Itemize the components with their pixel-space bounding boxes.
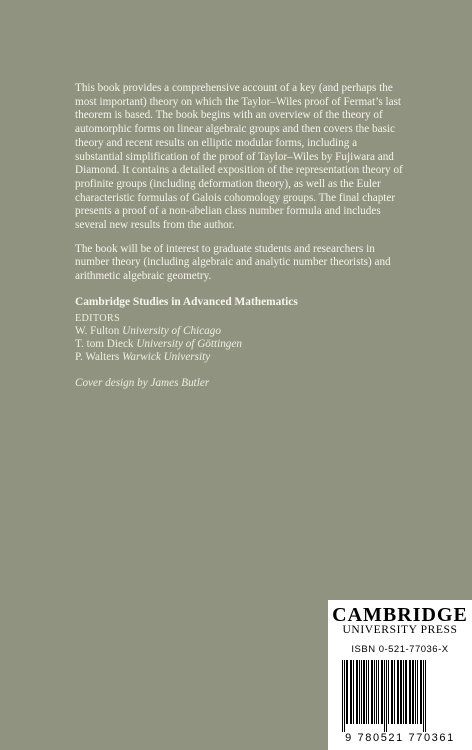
- cover-credit: Cover design by James Butler: [75, 377, 210, 390]
- barcode-bar: [400, 660, 402, 724]
- barcode-bar: [346, 660, 348, 724]
- editor-name: W. Fulton: [75, 324, 120, 337]
- barcode-bar: [386, 660, 387, 732]
- isbn-text: ISBN 0-521-77036-X: [351, 644, 449, 655]
- editors-label: EDITORS: [75, 312, 120, 324]
- barcode-bar: [342, 660, 343, 732]
- publisher-barcode-block: [328, 600, 472, 750]
- barcode-bar: [376, 660, 377, 724]
- barcode-bar: [412, 660, 414, 724]
- editor-affiliation: University of Göttingen: [136, 338, 242, 351]
- barcode-bar: [368, 660, 369, 724]
- barcode-icon: [336, 660, 464, 732]
- barcode-bar: [397, 660, 399, 724]
- ean-number: 9 780521 770361: [345, 732, 455, 744]
- barcode-bar: [353, 660, 354, 724]
- editor-affiliation: University of Chicago: [122, 324, 221, 337]
- back-cover-text: [75, 82, 407, 389]
- blurb-paragraph-2: The book will be of interest to graduate students and researchers in number theory (including algebraic and analytic number theorists) and arithmetic algebraic geometry.: [75, 242, 391, 283]
- barcode-bar: [391, 660, 393, 724]
- barcode-bar: [361, 660, 362, 724]
- barcode-bar: [378, 660, 379, 724]
- editor-line: [75, 338, 407, 351]
- editor-line: [75, 325, 407, 338]
- publisher-press: UNIVERSITY PRESS: [342, 624, 458, 636]
- publisher-name: CAMBRIDGE: [332, 604, 468, 626]
- barcode-bar: [394, 660, 395, 724]
- barcode-bar: [405, 660, 407, 724]
- barcode-bar: [350, 660, 352, 724]
- barcode-bar: [420, 660, 422, 724]
- barcode-bar: [384, 660, 385, 732]
- barcode-bar: [403, 660, 404, 724]
- barcode-bar: [366, 660, 367, 724]
- barcode: [336, 660, 464, 746]
- barcode-bar: [388, 660, 389, 724]
- editor-name: T. tom Dieck: [75, 338, 134, 351]
- barcode-bar: [374, 660, 375, 724]
- barcode-bar: [415, 660, 416, 724]
- barcode-bar: [425, 660, 426, 732]
- barcode-bar: [359, 660, 360, 724]
- barcode-bar: [381, 660, 383, 724]
- barcode-bar: [417, 660, 418, 724]
- barcode-bar: [371, 660, 373, 724]
- barcode-bar: [409, 660, 411, 724]
- barcode-bar: [356, 660, 358, 724]
- barcode-bar: [363, 660, 365, 724]
- editor-line: [75, 351, 407, 364]
- blurb-paragraph-1: This book provides a comprehensive account of a key (and perhaps the most important) theory on which the Taylor–Wiles proof of Fermat’s last theorem is based. The book begins with an overview of the theory of automorphic forms on linear algebraic groups and then covers the basic theory and recent results on elliptic modular forms, including a substantial simplification of the proof of Taylor–Wiles by Fujiwara and Diamond. It contains a detailed exposition of the representation theory of profinite groups (including deformation theory), as well as the Euler characteristic formulas of Galois cohomology groups. The final chapter presents a proof of a non-abelian class number formula and includes several new results from the author.: [75, 82, 403, 232]
- editor-name: P. Walters: [75, 351, 120, 364]
- editor-affiliation: Warwick University: [122, 351, 211, 364]
- series-title: Cambridge Studies in Advanced Mathematics: [75, 295, 298, 308]
- barcode-bar: [423, 660, 424, 732]
- barcode-bar: [344, 660, 345, 732]
